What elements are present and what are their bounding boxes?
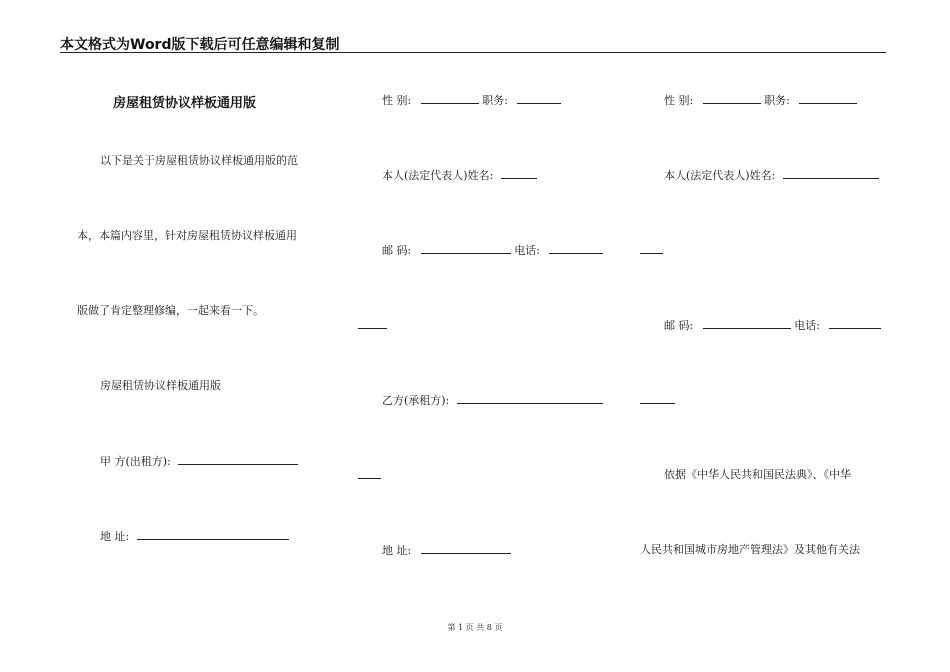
law-line-1: 依据《中华人民共和国民法典》、《中华 bbox=[664, 468, 851, 481]
address-b-row bbox=[382, 543, 511, 558]
party-a-row bbox=[100, 454, 298, 469]
rep-continuation-blank-3 bbox=[640, 243, 663, 254]
rep-blank-3 bbox=[783, 168, 879, 179]
gender-label-3: 性 别: bbox=[664, 94, 694, 107]
postcode-label-2: 邮 码: bbox=[382, 244, 412, 257]
intro-line-2: 本，本篇内容里，针对房屋租赁协议样板通用 bbox=[77, 229, 297, 242]
header-title: 本文格式为Word版下载后可任意编辑和复制 bbox=[60, 37, 340, 53]
address-a-blank bbox=[137, 529, 289, 540]
party-b-blank bbox=[457, 393, 603, 404]
phone-blank-2 bbox=[549, 243, 603, 254]
postcode-blank-2 bbox=[421, 243, 511, 254]
address-b-blank bbox=[421, 543, 511, 554]
party-a-label: 甲 方(出租方): bbox=[100, 455, 171, 468]
gender-row-3 bbox=[664, 93, 857, 108]
rep-label-3: 本人(法定代表人)姓名: bbox=[664, 169, 776, 182]
gender-row-2 bbox=[382, 93, 561, 108]
postcode-row-3 bbox=[664, 318, 881, 333]
header-rule bbox=[60, 52, 886, 53]
law-line-2: 人民共和国城市房地产管理法》及其他有关法 bbox=[640, 543, 860, 556]
position-blank-3 bbox=[799, 93, 857, 104]
phone-label-3: 电话: bbox=[794, 319, 820, 332]
rep-row-2 bbox=[382, 168, 537, 183]
gender-label-2: 性 别: bbox=[382, 94, 412, 107]
party-b-label: 乙方(承租方): bbox=[382, 394, 450, 407]
party-a-blank bbox=[178, 454, 298, 465]
phone-continuation-blank-3 bbox=[640, 393, 675, 404]
intro-line-1: 以下是关于房屋租赁协议样板通用版的范 bbox=[100, 154, 298, 167]
rep-row-3 bbox=[664, 168, 879, 183]
address-a-row bbox=[100, 529, 289, 544]
position-label-3: 职务: bbox=[764, 94, 790, 107]
postcode-blank-3 bbox=[703, 318, 791, 329]
address-a-label: 地 址: bbox=[100, 530, 130, 543]
intro-line-3: 版做了肯定整理修编，一起来看一下。 bbox=[77, 304, 264, 317]
rep-blank-2 bbox=[501, 168, 537, 179]
gender-blank-3 bbox=[703, 93, 761, 104]
party-b-row bbox=[382, 393, 603, 408]
position-blank-2 bbox=[517, 93, 561, 104]
address-b-label: 地 址: bbox=[382, 544, 412, 557]
subtitle: 房屋租赁协议样板通用版 bbox=[100, 379, 221, 392]
phone-blank-3 bbox=[829, 318, 881, 329]
postcode-label-3: 邮 码: bbox=[664, 319, 694, 332]
phone-label-2: 电话: bbox=[514, 244, 540, 257]
gender-blank-2 bbox=[421, 93, 479, 104]
document-title: 房屋租赁协议样板通用版 bbox=[113, 96, 257, 111]
party-b-continuation-blank bbox=[358, 468, 381, 479]
phone-continuation-blank-2 bbox=[358, 318, 387, 329]
position-label-2: 职务: bbox=[482, 94, 508, 107]
page-footer: 第 1 页 共 8 页 bbox=[447, 623, 503, 632]
postcode-row-2 bbox=[382, 243, 603, 258]
rep-label-2: 本人(法定代表人)姓名: bbox=[382, 169, 494, 182]
